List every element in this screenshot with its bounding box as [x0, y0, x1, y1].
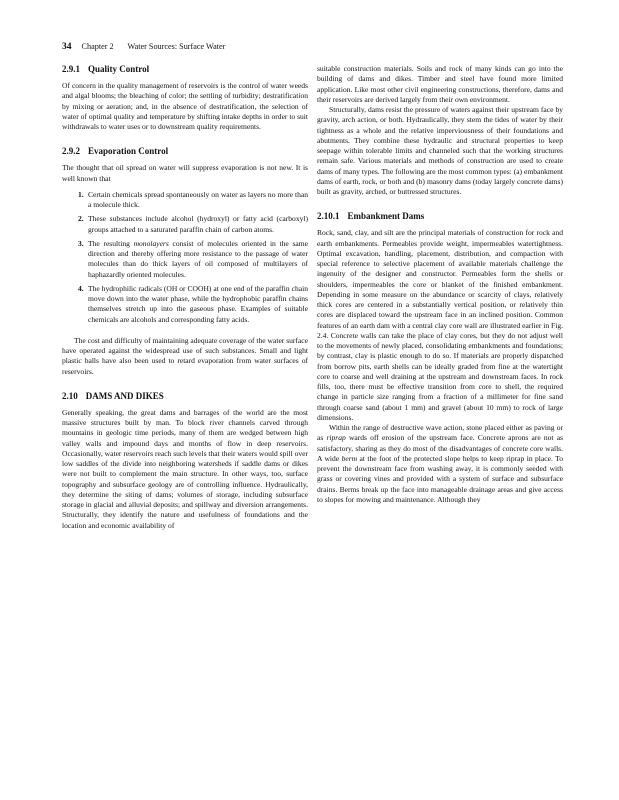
quality-control-paragraph: Of concern in the quality management of reservoirs is the control of water weeds and algal blooms; the bleaching of color; the settling of turbidity; destratification by mixing or aeration; and, in the absence of destratification, the selection of water of optimal quality and temperature by shifting intake depths in order to suit withdrawals to water uses or to downstream quality requirements. [62, 81, 308, 131]
section-heading-quality-control: 2.9.1 Quality Control [62, 64, 150, 74]
running-head [62, 42, 562, 52]
section-heading-embankment-dams: 2.10.1 Embankment Dams [317, 211, 425, 222]
section-heading-evaporation-control: 2.9.2 Evaporation Control [62, 146, 169, 157]
evaporation-closing: The cost and difficulty of maintaining adequate coverage of the water surface have operated against the widespread use of such substances. Small and light plastic balls have also been used to retard evaporation from water surfaces of reservoirs. [62, 335, 308, 376]
evaporation-list [62, 190, 308, 325]
left-column [62, 64, 308, 531]
embankment-paragraph-2: Within the range of destructive wave action, stone placed either as paving or as riprap wards off erosion of the upstream face. Concrete aprons are not as satisfactory, sharing as they do most of the disadvantages of concrete core walls. A wide berm at the foot of the protected slope helps to keep riprap in place. To prevent the downstream face from washing away, it is commonly seeded with grass or covering vines and provided with a system of surface and subsurface drains. Berms break up the face into manageable drainage areas and give access to slopes for mowing and maintenance. Although they [317, 423, 563, 504]
list-item: 1. Certain chemicals spread spontaneously on water as layers no more than a molecule thick. [78, 189, 308, 209]
list-item: 3. The resulting monolayers consist of molecules oriented in the same direction and thereby offering more resistance to the passage of water molecules than do thick layers of oil composed of multilayers of haphazardly oriented molecules. [78, 238, 308, 279]
page-number: 34 [62, 42, 72, 52]
embankment-paragraph: Rock, sand, clay, and silt are the principal materials of construction for rock and earth embankments. Permeables provide weight, impermeables watertightness. Optimal excavation, handling, placement, distribution, and compaction with special reference to selective placement of available materials challenge the ingenuity of the designer and constructor. Permeables form the shells or shoulders, impermeables the core or blanket of the finished embankment. Depending in some measure on the abundance or scarcity of clays, relatively thick cores are centered in a substantially vertical position, or relatively thin cores are displaced toward the upstream face in an inclined position. Common features of an earth dam with a central clay core wall are illustrated earlier in Fig. 2.4. Concrete walls can take the place of clay cores, but they do not adjust well to the movements of newly placed, consolidating embankments and foundations; by contrast, clay is plastic enough to do so. If materials are properly dispatched from borrow pits, earth shells can be ideally graded from fine at the watertight core to coarse and well draining at the upstream and downstream faces. In rock fills, too, there must be effective transition from core to shell, the required change in particle size ranging from a fraction of a millimeter for fine sand through coarse sand (about 1 mm) and gravel (about 10 mm) to rock of large dimensions. [317, 228, 563, 422]
dams-paragraph-2: Structurally, dams resist the pressure of waters against their upstream face by gravity, arch action, or both. Hydraulically, they stem the tides of water by their tightness as a whole and the relative imperviousness of their foundations and abutments. They combine these hydraulic and structural properties to keep seepage within tolerable limits and channeled such that the working structures remain safe. Various materials and methods of construction are used to create dams of many types. The following are the most common types: (a) embankment dams of earth, rock, or both and (b) masonry dams (today largely concrete dams) built as gravity, arched, or buttressed structures. [317, 105, 563, 196]
chapter-label: Chapter 2 [81, 42, 114, 51]
list-item: 4. The hydrophilic radicals (OH or COOH) at one end of the paraffin chain move down into the water phase, while the hydrophobic paraffin chains themselves stretch up into the gaseous phase. Examples of suitable chemicals are alcohols and corresponding fatty acids. [78, 283, 308, 324]
evaporation-intro: The thought that oil spread on water will suppress evaporation is not new. It is well known that [62, 163, 308, 183]
dams-continuation: suitable construction materials. Soils and rock of many kinds can go into the building of dams and dikes. Timber and steel have found more limited application. Like most other civil engineering constructions, therefore, dams and their reservoirs are derived largely from their own environment. [317, 64, 563, 104]
right-column [317, 64, 563, 505]
dams-and-dikes-paragraph: Generally speaking, the great dams and barrages of the world are the most massive structures built by man. To block river channels carved through mountains in geologic time periods, many of them are wedged between high valley walls and impound days and months of flow in deep reservoirs. Occasionally, water reservoirs reach such levels that their waters would spill over low saddles of the divide into neighboring watersheds if saddle dams or dikes were not built to complement the main structure. In other ways, too, surface topography and subsurface geology are of controlling influence. Hydraulically, they determine the siting of dams; volumes of storage, including subsurface storage in glacial and alluvial deposits; and spillway and diversion arrangements. Structurally, they identify the nature and usefulness of foundations and the location and economic availability of [62, 407, 308, 530]
list-item: 2. These substances include alcohol (hydroxyl) or fatty acid (carboxyl) groups attached to a saturated paraffin chain of carbon atoms. [78, 214, 308, 234]
section-heading-dams-and-dikes: 2.10 DAMS AND DIKES [62, 390, 164, 401]
chapter-title: Water Sources: Surface Water [127, 42, 226, 51]
